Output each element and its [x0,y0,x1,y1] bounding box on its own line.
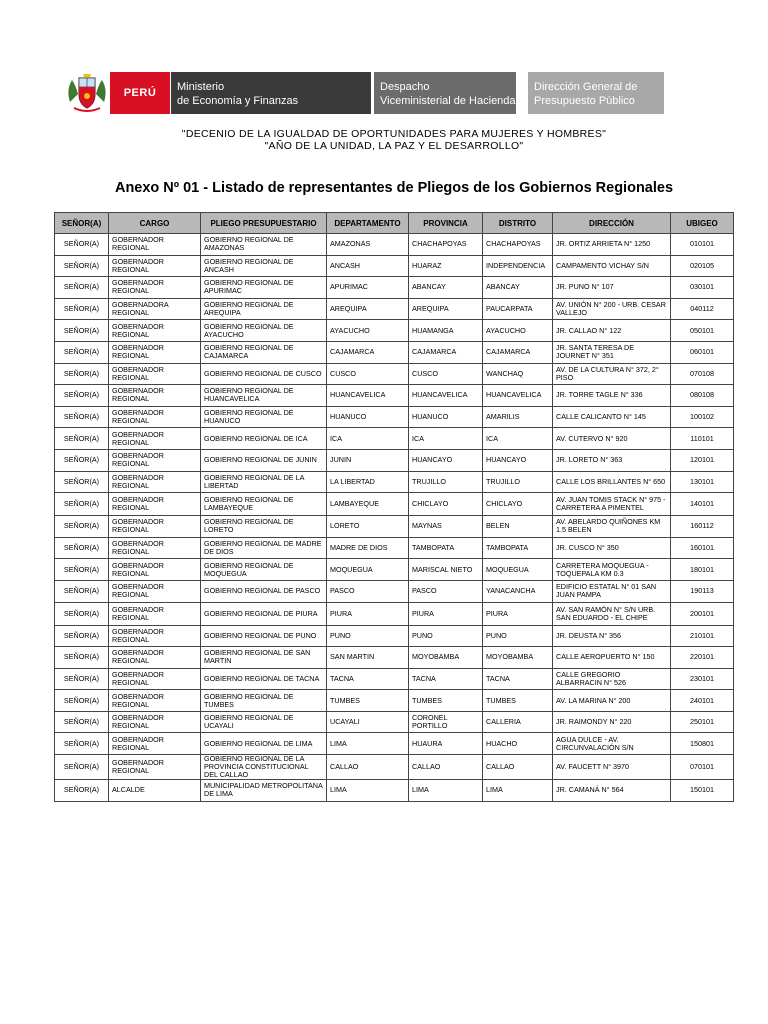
table-cell: GOBIERNO REGIONAL DE LIMA [201,733,327,755]
table-cell: JR. PUNO N° 107 [553,277,671,299]
table-row [55,255,734,277]
table-cell: AYACUCHO [327,320,409,342]
column-header: CARGO [109,213,201,234]
table-cell: GOBERNADOR REGIONAL [109,320,201,342]
directorate-box [528,72,664,114]
table-cell: GOBERNADOR REGIONAL [109,755,201,780]
table-cell: MOYOBAMBA [409,647,483,669]
table-cell: GOBERNADOR REGIONAL [109,234,201,256]
table-cell: SEÑOR(A) [55,647,109,669]
table-cell: 070108 [671,363,734,385]
table-cell: GOBERNADOR REGIONAL [109,711,201,733]
table-cell: ICA [409,428,483,450]
table-cell: TACNA [483,668,553,690]
table-cell: GOBERNADOR REGIONAL [109,668,201,690]
table-cell: 070101 [671,755,734,780]
table-cell: CALLAO [483,755,553,780]
table-cell: CAJAMARCA [409,341,483,363]
table-cell: 200101 [671,602,734,625]
table-cell: SEÑOR(A) [55,234,109,256]
table-cell: JR. CALLAO N° 122 [553,320,671,342]
table-cell: HUANUCO [409,406,483,428]
table-row [55,449,734,471]
table-cell: PUNO [483,625,553,647]
table-row [55,537,734,559]
table-row [55,647,734,669]
table-cell: APURIMAC [327,277,409,299]
table-row [55,559,734,581]
representatives-table [54,212,734,802]
table-cell: JR. CUSCO N° 350 [553,537,671,559]
table-cell: 220101 [671,647,734,669]
table-cell: CHICLAYO [483,493,553,516]
table-cell: GOBIERNO REGIONAL DE APURIMAC [201,277,327,299]
table-cell: GOBIERNO REGIONAL DE TACNA [201,668,327,690]
table-cell: SEÑOR(A) [55,385,109,407]
table-cell: SEÑOR(A) [55,320,109,342]
table-cell: CALLAO [327,755,409,780]
table-cell: LAMBAYEQUE [327,493,409,516]
table-cell: GOBIERNO REGIONAL DE SAN MARTIN [201,647,327,669]
table-cell: YANACANCHA [483,580,553,602]
table-cell: GOBERNADOR REGIONAL [109,471,201,493]
table-cell: TAMBOPATA [409,537,483,559]
table-cell: SEÑOR(A) [55,733,109,755]
table-cell: MAYNAS [409,516,483,538]
table-cell: 140101 [671,493,734,516]
table-cell: GOBIERNO REGIONAL DE TUMBES [201,690,327,712]
table-cell: TACNA [409,668,483,690]
table-cell: LIMA [327,733,409,755]
table-cell: CAMPAMENTO VICHAY S/N [553,255,671,277]
table-cell: 230101 [671,668,734,690]
table-cell: HUANCAVELICA [409,385,483,407]
vice-ministry-box [374,72,516,114]
table-cell: 130101 [671,471,734,493]
table-cell: 050101 [671,320,734,342]
table-cell: 040112 [671,298,734,320]
table-cell: 060101 [671,341,734,363]
table-cell: CHACHAPOYAS [483,234,553,256]
table-cell: GOBERNADOR REGIONAL [109,277,201,299]
table-cell: SEÑOR(A) [55,602,109,625]
table-cell: SEÑOR(A) [55,516,109,538]
table-cell: CARRETERA MOQUEGUA - TOQUEPALA KM 0.3 [553,559,671,581]
table-cell: HUARAZ [409,255,483,277]
table-cell: PUNO [327,625,409,647]
table-cell: AV. LA MARINA N° 200 [553,690,671,712]
table-cell: SEÑOR(A) [55,711,109,733]
table-cell: HUANCAYO [483,449,553,471]
table-cell: AREQUIPA [409,298,483,320]
table-cell: GOBIERNO REGIONAL DE PUNO [201,625,327,647]
table-cell: GOBIERNO REGIONAL DE PASCO [201,580,327,602]
table-cell: GOBERNADOR REGIONAL [109,537,201,559]
table-row [55,341,734,363]
table-cell: GOBIERNO REGIONAL DE AREQUIPA [201,298,327,320]
table-cell: 020105 [671,255,734,277]
table-cell: GOBIERNO REGIONAL DE ANCASH [201,255,327,277]
table-cell: SEÑOR(A) [55,471,109,493]
table-cell: TACNA [327,668,409,690]
table-cell: HUAMANGA [409,320,483,342]
table-cell: GOBERNADOR REGIONAL [109,428,201,450]
table-cell: MARISCAL NIETO [409,559,483,581]
table-row [55,711,734,733]
table-cell: CHACHAPOYAS [409,234,483,256]
table-cell: GOBIERNO REGIONAL DE CAJAMARCA [201,341,327,363]
table-cell: 030101 [671,277,734,299]
table-cell: 150801 [671,733,734,755]
table-cell: 190113 [671,580,734,602]
table-cell: MOQUEGUA [483,559,553,581]
table-cell: GOBERNADOR REGIONAL [109,406,201,428]
table-cell: HUANCAVELICA [327,385,409,407]
column-header: DIRECCIÓN [553,213,671,234]
table-cell: AV. DE LA CULTURA N° 372, 2° PISO [553,363,671,385]
table-cell: JUNIN [327,449,409,471]
table-cell: LIMA [409,780,483,802]
table-cell: CAJAMARCA [327,341,409,363]
table-cell: AV. CUTERVO N° 920 [553,428,671,450]
table-cell: AGUA DULCE - AV. CIRCUNVALACIÓN S/N [553,733,671,755]
table-cell: CALLE GREGORIO ALBARRACIN N° 526 [553,668,671,690]
table-cell: MUNICIPALIDAD METROPOLITANA DE LIMA [201,780,327,802]
table-cell: CORONEL PORTILLO [409,711,483,733]
table-cell: JR. TORRE TAGLE N° 336 [553,385,671,407]
table-cell: SEÑOR(A) [55,277,109,299]
table-cell: CUSCO [409,363,483,385]
table-cell: GOBERNADOR REGIONAL [109,625,201,647]
table-cell: PASCO [409,580,483,602]
table-row [55,385,734,407]
table-cell: GOBERNADOR REGIONAL [109,647,201,669]
table-cell: GOBERNADOR REGIONAL [109,449,201,471]
table-cell: PAUCARPATA [483,298,553,320]
table-cell: HUAURA [409,733,483,755]
table-cell: PUNO [409,625,483,647]
table-cell: SEÑOR(A) [55,493,109,516]
table-cell: HUANCAYO [409,449,483,471]
table-row [55,602,734,625]
page-title: Anexo Nº 01 - Listado de representantes de Pliegos de los Gobiernos Regionales [114,180,674,196]
table-cell: TUMBES [483,690,553,712]
table-cell: 080108 [671,385,734,407]
table-cell: AV. ABELARDO QUIÑONES KM 1.5 BELEN [553,516,671,538]
header-banner [60,72,638,114]
ministry-box [171,72,371,114]
table-cell: GOBERNADOR REGIONAL [109,690,201,712]
table-cell: JR. RAIMONDY N° 220 [553,711,671,733]
table-cell: 240101 [671,690,734,712]
vice-ministry-line2: Viceministerial de Hacienda [380,95,516,107]
table-cell: LA LIBERTAD [327,471,409,493]
table-cell: GOBIERNO REGIONAL DE LA LIBERTAD [201,471,327,493]
table-cell: EDIFICIO ESTATAL N° 01 SAN JUAN PAMPA [553,580,671,602]
table-cell: SEÑOR(A) [55,755,109,780]
column-header: PROVINCIA [409,213,483,234]
table-cell: TRUJILLO [409,471,483,493]
table-row [55,298,734,320]
table-cell: GOBIERNO REGIONAL DE JUNIN [201,449,327,471]
table-row [55,406,734,428]
table-cell: GOBERNADOR REGIONAL [109,516,201,538]
table-cell: ICA [483,428,553,450]
table-cell: GOBIERNO REGIONAL DE LORETO [201,516,327,538]
table-cell: AV. UNIÓN N° 200 - URB. CESAR VALLEJO [553,298,671,320]
table-cell: GOBERNADOR REGIONAL [109,493,201,516]
column-header: PLIEGO PRESUPUESTARIO [201,213,327,234]
column-header: SEÑOR(A) [55,213,109,234]
table-cell: SEÑOR(A) [55,580,109,602]
table-cell: TRUJILLO [483,471,553,493]
table-cell: 120101 [671,449,734,471]
table-cell: PIURA [483,602,553,625]
table-cell: GOBIERNO REGIONAL DE AYACUCHO [201,320,327,342]
table-cell: GOBIERNO REGIONAL DE HUANCAVELICA [201,385,327,407]
table-cell: LORETO [327,516,409,538]
table-cell: 210101 [671,625,734,647]
table-cell: GOBERNADOR REGIONAL [109,602,201,625]
table-cell: JR. SANTA TERESA DE JOURNET N° 351 [553,341,671,363]
table-cell: SEÑOR(A) [55,406,109,428]
table-cell: GOBERNADOR REGIONAL [109,341,201,363]
table-cell: GOBERNADOR REGIONAL [109,255,201,277]
table-cell: SEÑOR(A) [55,668,109,690]
table-cell: HUACHO [483,733,553,755]
table-cell: CALLE CALICANTO N° 145 [553,406,671,428]
table-cell: 010101 [671,234,734,256]
table-cell: GOBERNADOR REGIONAL [109,559,201,581]
table-cell: MADRE DE DIOS [327,537,409,559]
table-cell: CAJAMARCA [483,341,553,363]
table-body [55,234,734,802]
table-row [55,625,734,647]
table-cell: GOBERNADOR REGIONAL [109,363,201,385]
table-cell: GOBIERNO REGIONAL DE CUSCO [201,363,327,385]
table-cell: 250101 [671,711,734,733]
ministry-line2: de Economía y Finanzas [177,95,299,107]
table-cell: CALLAO [409,755,483,780]
table-row [55,471,734,493]
table-cell: AYACUCHO [483,320,553,342]
table-cell: GOBIERNO REGIONAL DE LAMBAYEQUE [201,493,327,516]
table-cell: ALCALDE [109,780,201,802]
table-cell: UCAYALI [327,711,409,733]
table-cell: CHICLAYO [409,493,483,516]
table-cell: TUMBES [327,690,409,712]
coat-of-arms-icon [64,72,110,114]
table-cell: ICA [327,428,409,450]
table-cell: GOBIERNO REGIONAL DE LA PROVINCIA CONSTITUCIONAL DEL CALLAO [201,755,327,780]
table-cell: LIMA [483,780,553,802]
table-cell: AV. JUAN TOMIS STACK N° 975 - CARRETERA A PIMENTEL [553,493,671,516]
table-cell: AMARILIS [483,406,553,428]
table-cell: SAN MARTIN [327,647,409,669]
table-cell: AV. SAN RAMÓN N° S/N URB. SAN EDUARDO - EL CHIPE [553,602,671,625]
table-cell: MOQUEGUA [327,559,409,581]
vice-ministry-line1: Despacho [380,81,430,93]
column-header: UBIGEO [671,213,734,234]
table-cell: LIMA [327,780,409,802]
column-header: DEPARTAMENTO [327,213,409,234]
table-cell: SEÑOR(A) [55,341,109,363]
table-cell: SEÑOR(A) [55,537,109,559]
table-row [55,668,734,690]
table-header-row [55,213,734,234]
table-cell: GOBIERNO REGIONAL DE MADRE DE DIOS [201,537,327,559]
table-cell: AV. FAUCETT N° 3970 [553,755,671,780]
table-cell: 150101 [671,780,734,802]
table-row [55,755,734,780]
table-cell: ABANCAY [483,277,553,299]
ministry-line1: Ministerio [177,81,225,93]
table-row [55,493,734,516]
directorate-line1: Dirección General de [534,81,638,93]
table-row [55,733,734,755]
table-row [55,580,734,602]
table-row [55,363,734,385]
slogan [0,128,768,152]
table-cell: SEÑOR(A) [55,449,109,471]
table-cell: JR. CAMANÁ N° 564 [553,780,671,802]
table-cell: TAMBOPATA [483,537,553,559]
table-cell: 160112 [671,516,734,538]
table-cell: HUANUCO [327,406,409,428]
table-cell: SEÑOR(A) [55,559,109,581]
table-cell: SEÑOR(A) [55,780,109,802]
table-cell: GOBERNADOR REGIONAL [109,733,201,755]
table-row [55,516,734,538]
table-cell: GOBIERNO REGIONAL DE ICA [201,428,327,450]
table-cell: JR. ORTIZ ARRIETA N° 1250 [553,234,671,256]
table-cell: JR. LORETO N° 363 [553,449,671,471]
table-cell: JR. DEUSTA N° 356 [553,625,671,647]
table-cell: 110101 [671,428,734,450]
table-cell: GOBERNADORA REGIONAL [109,298,201,320]
table-cell: ABANCAY [409,277,483,299]
table-cell: INDEPENDENCIA [483,255,553,277]
table-cell: SEÑOR(A) [55,625,109,647]
table-cell: CALLERIA [483,711,553,733]
table-cell: MOYOBAMBA [483,647,553,669]
table-cell: PIURA [327,602,409,625]
table-cell: 160101 [671,537,734,559]
table-cell: AREQUIPA [327,298,409,320]
column-header: DISTRITO [483,213,553,234]
table-row [55,428,734,450]
table-row [55,234,734,256]
slogan-line1: "DECENIO DE LA IGUALDAD DE OPORTUNIDADES PARA MUJERES Y HOMBRES" [181,128,607,140]
table-cell: ANCASH [327,255,409,277]
table-cell: GOBIERNO REGIONAL DE HUANUCO [201,406,327,428]
table-cell: TUMBES [409,690,483,712]
table-cell: SEÑOR(A) [55,363,109,385]
table-cell: CUSCO [327,363,409,385]
country-label: PERÚ [110,72,170,114]
table-row [55,690,734,712]
table-cell: SEÑOR(A) [55,690,109,712]
table-cell: SEÑOR(A) [55,255,109,277]
table-cell: PIURA [409,602,483,625]
directorate-line2: Presupuesto Público [534,95,635,107]
table-cell: GOBERNADOR REGIONAL [109,580,201,602]
table-cell: SEÑOR(A) [55,428,109,450]
table-cell: GOBIERNO REGIONAL DE PIURA [201,602,327,625]
table-cell: GOBERNADOR REGIONAL [109,385,201,407]
table-row [55,277,734,299]
table-cell: SEÑOR(A) [55,298,109,320]
table-cell: AMAZONAS [327,234,409,256]
table-cell: GOBIERNO REGIONAL DE MOQUEGUA [201,559,327,581]
table-cell: HUANCAVELICA [483,385,553,407]
table-row [55,780,734,802]
slogan-line2: "AÑO DE LA UNIDAD, LA PAZ Y EL DESARROLLO" [264,140,524,152]
table-cell: PASCO [327,580,409,602]
table-cell: 180101 [671,559,734,581]
table-cell: CALLE AEROPUERTO N° 150 [553,647,671,669]
table-cell: 100102 [671,406,734,428]
table-cell: WANCHAQ [483,363,553,385]
table-cell: GOBIERNO REGIONAL DE AMAZONAS [201,234,327,256]
table-cell: GOBIERNO REGIONAL DE UCAYALI [201,711,327,733]
table-cell: BELEN [483,516,553,538]
table-cell: CALLE LOS BRILLANTES N° 650 [553,471,671,493]
table-row [55,320,734,342]
